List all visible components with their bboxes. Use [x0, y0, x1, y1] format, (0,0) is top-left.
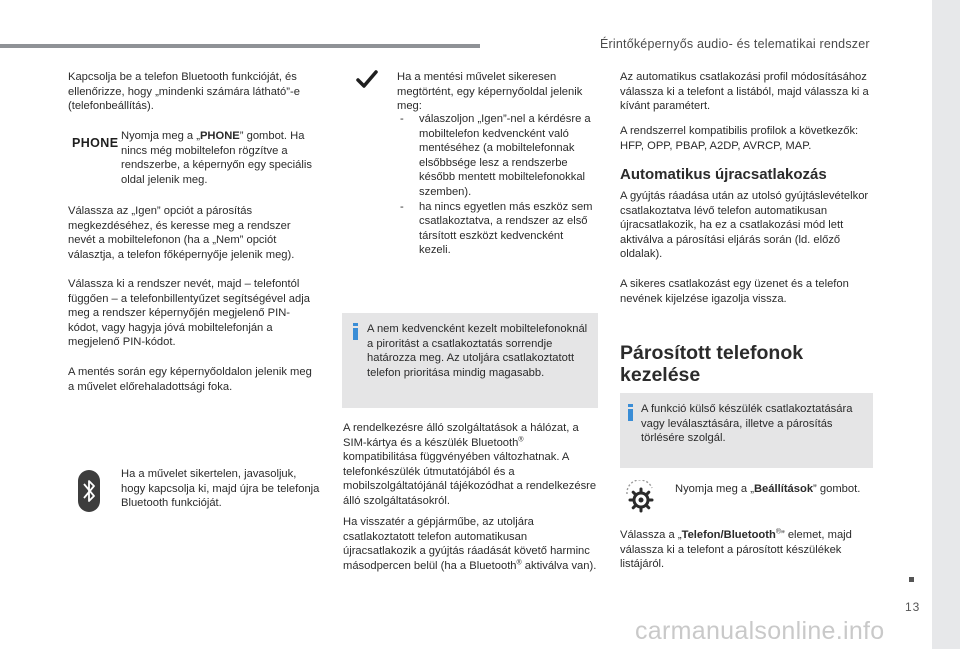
col2-paragraph-1-post: kompatibilitása függvényében változhatnak. A telefonkészülék útmutatójából és a mobilszolgáltatójánál tájékozódhat a rendelkezésre álló szolgáltatásokról. [343, 451, 597, 507]
page-number: 13 [905, 600, 921, 614]
heading-paired-phones-line-1: Párosított telefonok [620, 342, 804, 364]
col2-paragraph-1-pre: A rendelkezésre álló szolgáltatások a hálózat, a SIM-kártya és a készülék Bluetooth [343, 422, 579, 449]
page-header-title: Érintőképernyős audio- és telematikai rendszer [600, 37, 870, 51]
settings-instruction-pre: Nyomja meg a „ [675, 483, 754, 495]
col1-paragraph-2: Válassza az „Igen” opciót a párosítás megkezdéséhez, és keresse meg a rendszer nevét a mobiltelefonon (ha a „Nem” opciót választja, a telefon főképernyője jelenik meg). [68, 205, 295, 261]
col3-paragraph-1: Az automatikus csatlakozási profil módosításához válassza ki a telefont a listából, majd válassza ki a kívánt paramétert. [620, 71, 869, 113]
col3-paragraph-5-bold: Telefon/Bluetooth [681, 529, 776, 541]
col2-paragraph-1 [343, 421, 599, 509]
heading-paired-phones [620, 342, 803, 386]
phone-instruction [121, 129, 321, 187]
info-box-priority-text: A nem kedvencként kezelt mobiltelefonoknál a piroritást a csatlakoztatás sorrendje határozza meg. Az utoljára csatlakoztatott telefon prioritása mindig magasabb. [367, 323, 588, 379]
col1-paragraph-3: Válassza ki a rendszer nevét, majd – telefontól függően – a telefonbillentyűzet segítségével adja meg a rendszer képernyőjén megjelenő PIN-kódot, vagy hagyja jóvá mobiltelefonján a megjelenő PIN-kódot. [68, 278, 310, 349]
bluetooth-tip: Ha a művelet sikertelen, javasoljuk, hogy kapcsolja ki, majd újra be telefonja Bluetooth funkcióját. [121, 468, 320, 510]
col3-paragraph-5-pre: Válassza a „ [620, 529, 682, 541]
phone-instruction-bold: PHONE [199, 130, 240, 142]
col2-intro: Ha a mentési művelet sikeresen megtörtént, egy képernyőoldal jelenik meg: [397, 71, 583, 113]
col2-bullet-1: - válaszoljon „Igen”-nel a kérdésre a mobiltelefon kedvencként való mentéséhez (a mobiltelefonnak elsőbbsége lesz a rendszerbe később mentett mobiltelefonokkal szemben). [397, 112, 597, 200]
phone-instruction-pre: Nyomja meg a „ [121, 130, 200, 142]
col1-paragraph-4: A mentés során egy képernyőoldalon jelenik meg a művelet előrehaladottsági foka. [68, 366, 312, 393]
info-icon [628, 404, 633, 421]
registered-mark: ® [775, 528, 781, 536]
settings-instruction-bold: Beállítások [753, 483, 814, 495]
settings-instruction [675, 482, 875, 497]
heading-auto-reconnect: Automatikus újracsatlakozás [620, 166, 827, 183]
registered-mark: ® [518, 435, 524, 443]
info-box-function-text: A funkció külső készülék csatlakoztatására vagy leválasztására, illetve a párosítás törlésére szolgál. [641, 403, 853, 445]
info-icon [353, 323, 358, 340]
header-rule [0, 44, 480, 48]
side-strip [932, 0, 960, 649]
col2-paragraph-2-pre: Ha visszatér a gépjárműbe, az utoljára csatlakoztatott telefon automatikusan újracsatlakozik a gyújtás ráadását követő harminc másodpercen belül (ha a Bluetooth [343, 516, 590, 572]
col3-paragraph-2: A rendszerrel kompatibilis profilok a következők: HFP, OPP, PBAP, A2DP, AVRCP, MAP. [620, 125, 859, 152]
info-box-function [620, 393, 873, 468]
settings-instruction-post: ” gombot. [813, 483, 861, 495]
phone-instruction-post: ” gombot. Ha nincs még mobiltelefon rögzítve a rendszerbe, a képernyőn egy speciális oldal jelenik meg. [121, 130, 312, 186]
col2-bullet-list [397, 112, 597, 258]
settings-gear-icon [622, 480, 658, 514]
watermark: carmanualsonline.info [635, 617, 885, 645]
registered-mark: ® [516, 559, 522, 567]
page-marker-square [909, 577, 914, 582]
col3-paragraph-3: A gyújtás ráadása után az utolsó gyújtáslevételkor csatlakoztatva lévő telefon automatikusan újracsatlakozik, ha ez a csatlakozási mód lett aktiválva a párosítási eljárás során (ld. előző oldalak). [620, 190, 869, 261]
col3-paragraph-5 [620, 528, 876, 572]
heading-paired-phones-line-2: kezelése [620, 364, 701, 386]
col2-bullet-2: - ha nincs egyetlen más eszköz sem csatlakoztatva, a rendszer az első társított eszközt kedvencként kezeli. [397, 200, 597, 258]
bluetooth-icon [78, 470, 100, 512]
col2-paragraph-2-post: aktiválva van). [521, 559, 597, 572]
phone-button-label: PHONE [72, 136, 119, 150]
col2-paragraph-2 [343, 515, 599, 573]
col3-paragraph-4: A sikeres csatlakozást egy üzenet és a telefon nevének kijelzése igazolja vissza. [620, 278, 849, 305]
col3-paragraph-5-post: ” elemet, majd válassza ki a telefont a párosított készülékek listájáról. [620, 529, 852, 571]
col1-paragraph-1: Kapcsolja be a telefon Bluetooth funkcióját, és ellenőrizze, hogy „mindenki számára látható”-e (telefonbeállítás). [68, 71, 300, 113]
info-box-priority [342, 313, 598, 408]
checkmark-icon [356, 70, 378, 90]
